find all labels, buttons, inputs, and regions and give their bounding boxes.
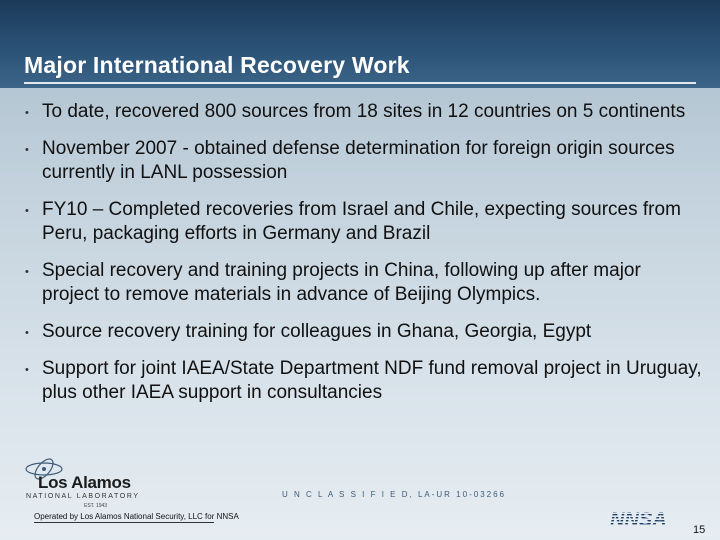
- bullet-list: [22, 100, 702, 418]
- logo-established: EST. 1943: [84, 503, 108, 509]
- bullet-text: To date, recovered 800 sources from 18 sites in 12 countries on 5 continents: [42, 101, 686, 122]
- bullet-item: [22, 137, 702, 185]
- bullet-text: Source recovery training for colleagues in Ghana, Georgia, Egypt: [42, 321, 592, 342]
- nnsa-logo-text: NNSA: [610, 509, 667, 530]
- bullet-text: Support for joint IAEA/State Department NDF fund removal project in Uruguay, plus other IAEA support in consultancies: [42, 358, 702, 403]
- footer-rule: [34, 522, 214, 523]
- bullet-text: Special recovery and training projects in China, following up after major project to remove materials in advance of Beijing Olympics.: [42, 260, 641, 305]
- bullet-item: [22, 357, 702, 405]
- page-number: 15: [693, 524, 706, 536]
- logo-name: Los Alamos: [38, 473, 131, 492]
- bullet-dot-icon: •: [25, 327, 29, 339]
- los-alamos-logo: [24, 455, 144, 509]
- bullet-text: November 2007 - obtained defense determination for foreign origin sources currently in LANL possession: [42, 138, 675, 183]
- bullet-item: [22, 100, 702, 124]
- title-underline: [24, 82, 696, 84]
- bullet-text: FY10 – Completed recoveries from Israel and Chile, expecting sources from Peru, packaging efforts in Germany and Brazil: [42, 199, 681, 244]
- bullet-item: [22, 320, 702, 344]
- bullet-dot-icon: •: [25, 107, 29, 119]
- logo-subtitle: NATIONAL LABORATORY: [26, 493, 140, 500]
- bullet-dot-icon: •: [25, 364, 29, 376]
- classification-label: U N C L A S S I F I E D, LA-UR 10-03266: [282, 490, 506, 499]
- bullet-item: [22, 259, 702, 307]
- nnsa-logo: [608, 508, 688, 530]
- bullet-dot-icon: •: [25, 144, 29, 156]
- bullet-item: [22, 198, 702, 246]
- slide-title: Major International Recovery Work: [24, 52, 410, 78]
- bullet-dot-icon: •: [25, 205, 29, 217]
- bullet-dot-icon: •: [25, 266, 29, 278]
- operated-by-text: Operated by Los Alamos National Security, LLC for NNSA: [34, 512, 239, 521]
